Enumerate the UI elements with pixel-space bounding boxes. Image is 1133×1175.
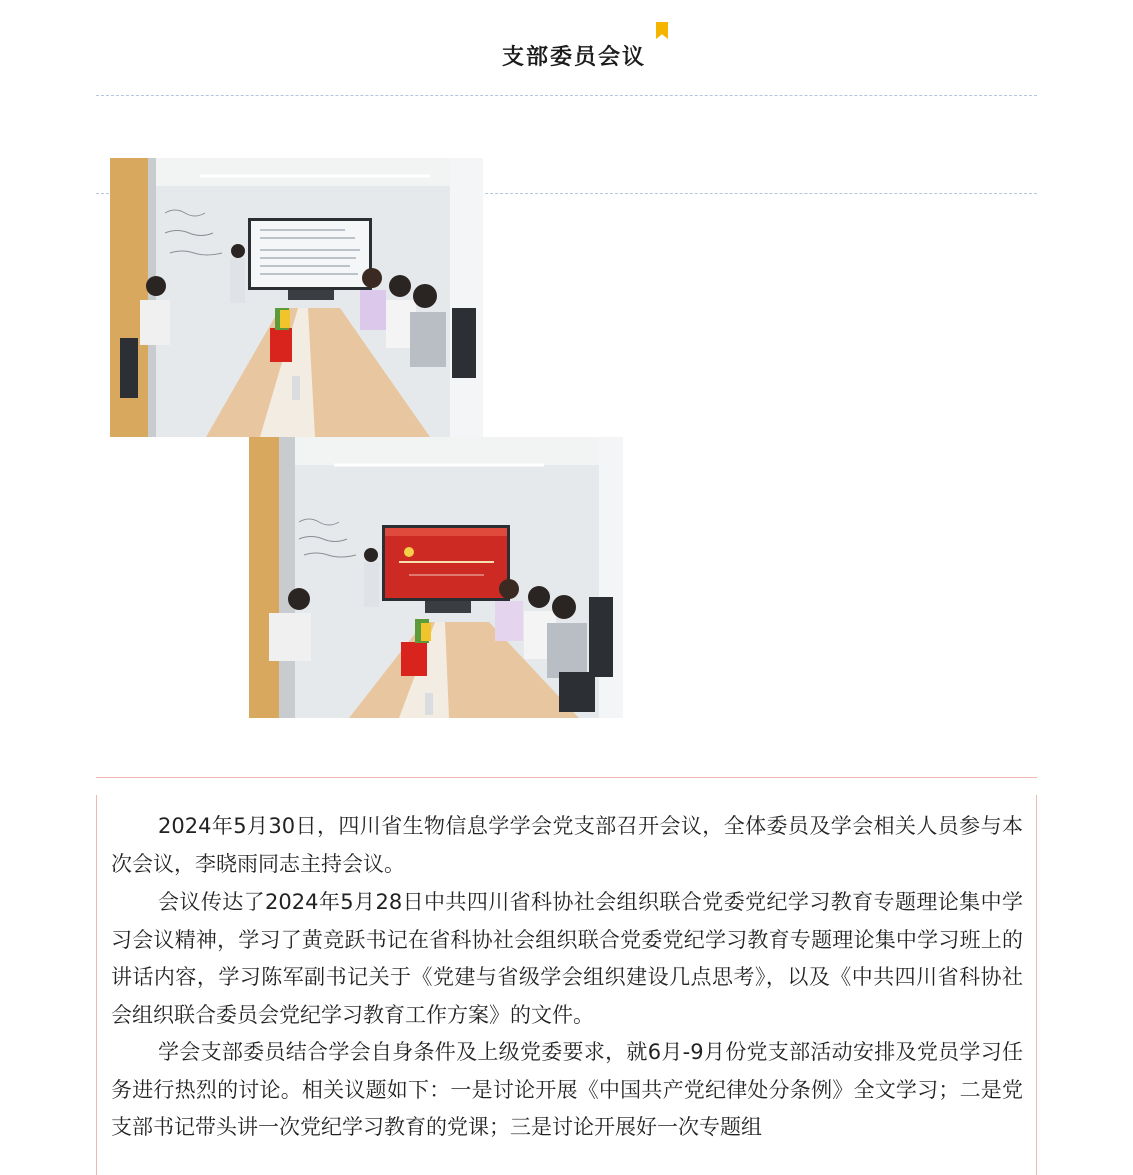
content-divider [96,777,1037,778]
bookmark-icon [656,22,668,39]
article-paragraph-3: 学会支部委员结合学会自身条件及上级党委要求，就6月-9月份党支部活动安排及党员学习任务进行热烈的讨论。相关议题如下：一是讨论开展《中国共产党纪律处分条例》全文学习；二是党支部书记带头讲一次党纪学习教育的党课；三是讨论开展好一次专题组 [111,1040,1023,1140]
article-paragraph-1: 2024年5月30日，四川省生物信息学学会党支部召开会议，全体委员及学会相关人员参与本次会议，李晓雨同志主持会议。 [111,814,1023,876]
meeting-photo-1 [110,158,483,437]
page-title: 支部委员会议 [501,45,646,70]
divider-top [96,95,1037,96]
article-paragraph-2: 会议传达了2024年5月28日中共四川省科协社会组织联合党委党纪学习教育专题理论集中学习会议精神，学习了黄竞跃书记在省科协社会组织联合党委党纪学习教育专题理论集中学习班上的讲话内容，学习陈军副书记关于《党建与省级学会组织建设几点思考》，以及《中共四川省科协社会组织联合委员会党纪学习教育工作方案》的文件。 [111,890,1023,1027]
meeting-photo-2 [249,437,623,718]
